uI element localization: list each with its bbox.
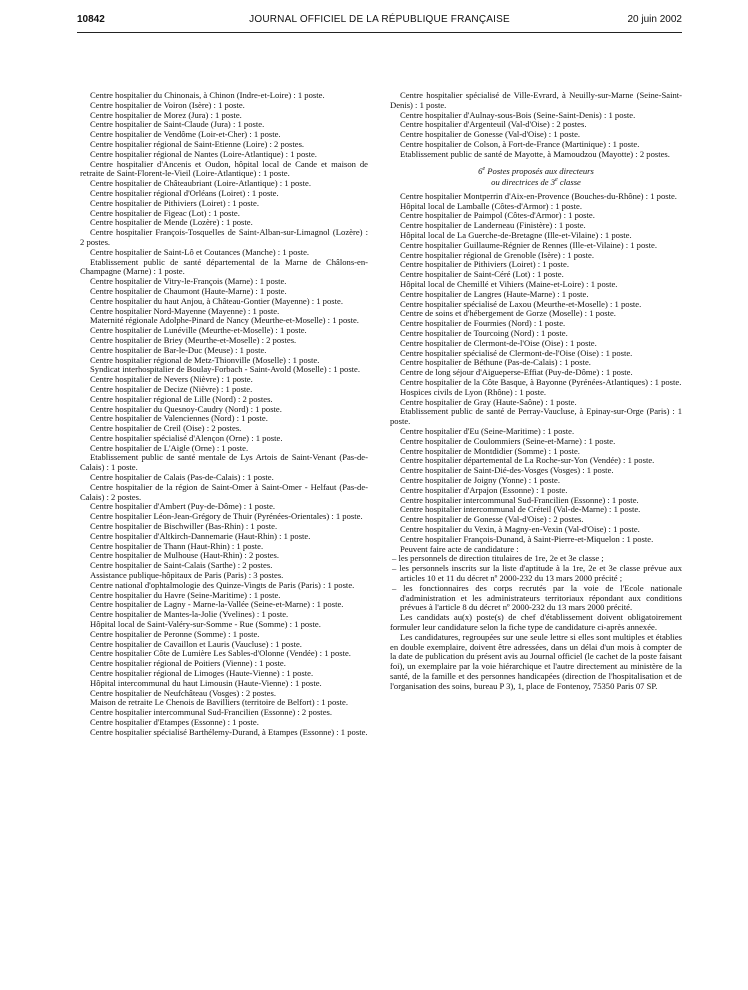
list-item: Centre hospitalier de la Côte Basque, à Bayonne (Pyrénées-Atlantiques) : 1 poste. [400, 377, 682, 388]
list-item: Centre hospitalier de Saint-Céré (Lot) : 1 poste. [400, 269, 564, 280]
list-item: Hôpital local de Chemillé et Vihiers (Maine-et-Loire) : 1 poste. [400, 279, 618, 290]
list-item: Centre hospitalier de Briey (Meurthe-et-Moselle) : 2 postes. [90, 334, 297, 345]
list-item: Centre hospitalier du Chinonais, à Chinon (Indre-et-Loire) : 1 poste. [90, 90, 325, 100]
section-heading-line2: ou directrices de 3 [491, 177, 556, 188]
list-item: Centre hospitalier de Clermont-de-l'Oise (Oise) : 1 poste. [400, 337, 597, 348]
list-item: Centre hospitalier du Vexin, à Magny-en-Vexin (Val-d'Oise) : 1 poste. [400, 523, 640, 534]
section-heading [390, 165, 682, 188]
list-item: Centre hospitalier régional de Poitiers (Vienne) : 1 poste. [90, 658, 286, 669]
list-item: Centre hospitalier régional d'Orléans (Loiret) : 1 poste. [90, 187, 279, 198]
right-column-top-entries [390, 91, 682, 160]
list-item: Centre hospitalier du Quesnoy-Caudry (Nord) : 1 poste. [90, 403, 282, 414]
section-heading-line2-sup: e [555, 177, 558, 184]
list-item: Centre hospitalier de Saint-Claude (Jura) : 1 poste. [90, 119, 265, 130]
section-heading-line1: Postes proposés aux directeurs [485, 165, 594, 176]
list-item: Centre hospitalier spécialisé de Laxou (Meurthe-et-Moselle) : 1 poste. [400, 298, 642, 309]
list-item: Centre hospitalier de Lunéville (Meurthe-et-Moselle) : 1 poste. [90, 325, 307, 336]
list-item: Centre hospitalier départemental de La Roche-sur-Yon (Vendée) : 1 poste. [400, 455, 655, 466]
list-item: Hôpital local de Saint-Valéry-sur-Somme - Rue (Somme) : 1 poste. [90, 619, 321, 630]
list-item: Centre hospitalier Nord-Mayenne (Mayenne) : 1 poste. [90, 305, 280, 316]
candidature-intro: Peuvent faire acte de candidature : [400, 543, 519, 554]
section-number: 6 [478, 165, 483, 176]
list-item: Centre hospitalier de Thann (Haut-Rhin) : 1 poste. [90, 540, 264, 551]
list-item: Centre hospitalier régional de Limoges (Haute-Vienne) : 1 poste. [90, 668, 314, 679]
list-item: Centre hospitalier de Mantes-la-Jolie (Yvelines) : 1 poste. [90, 609, 289, 620]
header-rule [77, 32, 682, 33]
list-item: Centre hospitalier spécialisé de Ville-Evrard, à Neuilly-sur-Marne (Seine-Saint-Denis) : 1 poste. [390, 90, 682, 110]
list-item: Centre hospitalier de Peronne (Somme) : 1 poste. [90, 628, 260, 639]
list-item: Centre hospitalier d'Ancenis et Oudon, hôpital local de Cande et maison de retraite de Saint-Florent-le-Vieil (Loire-Atlantique) : 1 poste. [80, 158, 368, 179]
list-item: Centre hospitalier François-Dunand, à Saint-Pierre-et-Miquelon : 1 poste. [400, 533, 654, 544]
list-item: Centre hospitalier de Vitry-le-François (Marne) : 1 poste. [90, 276, 287, 287]
list-item: Centre hospitalier du Havre (Seine-Maritime) : 1 poste. [90, 589, 281, 600]
list-item: Centre hospitalier d'Altkirch-Dannemarie (Haut-Rhin) : 1 poste. [90, 530, 311, 541]
journal-title: JOURNAL OFFICIEL DE LA RÉPUBLIQUE FRANÇAISE [249, 14, 510, 25]
list-item: Centre hospitalier de Saint-Calais (Sarthe) : 2 postes. [90, 560, 273, 571]
candidature-item: – les fonctionnaires des corps recrutés par la voie de l'Ecole nationale d'administration et les administrateurs territoriaux répondant aux conditions prévues à l'article 8 du décret nº 2000-232 du 13 mars 2000 précité. [390, 584, 682, 613]
candidature-item: – les personnels de direction titulaires de 1re, 2e et 3e classe ; [390, 554, 682, 564]
list-item: Centre hospitalier de Lagny - Marne-la-Vallée (Seine-et-Marne) : 1 poste. [90, 599, 344, 610]
list-item: Centre hospitalier de Langres (Haute-Marne) : 1 poste. [400, 288, 589, 299]
list-item: Etablissement public de santé de Perray-Vaucluse, à Epinay-sur-Orge (Paris) : 1 poste. [390, 406, 682, 427]
list-item: Centre hospitalier de Voiron (Isère) : 1 poste. [90, 99, 245, 110]
list-item: Centre hospitalier spécialisé Barthélemy-Durand, à Etampes (Essonne) : 1 poste. [90, 726, 368, 737]
list-item: Centre hospitalier Léon-Jean-Grégory de Thuir (Pyrénées-Orientales) : 1 poste. [90, 511, 363, 522]
list-item: Centre hospitalier de Pithiviers (Loiret) : 1 poste. [400, 259, 569, 270]
list-item: Centre hospitalier de la région de Saint-Omer à Saint-Omer - Helfaut (Pas-de-Calais) : 2 postes. [80, 481, 368, 502]
list-item: Centre hospitalier de Bar-le-Duc (Meuse) : 1 poste. [90, 344, 267, 355]
paragraph-candidates: Les candidats au(x) poste(s) de chef d'établissement doivent obligatoirement formuler leur candidature selon la fiche type de candidature ci-après annexée. [390, 612, 682, 632]
list-item: Centre national d'ophtalmologie des Quinze-Vingts de Paris (Paris) : 1 poste. [90, 579, 355, 590]
list-item: Maternité régionale Adolphe-Pinard de Nancy (Meurthe-et-Moselle) : 1 poste. [90, 315, 359, 326]
list-item: Centre hospitalier régional de Saint-Etienne (Loire) : 2 postes. [90, 138, 305, 149]
list-item: Centre hospitalier régional de Metz-Thionville (Moselle) : 1 poste. [90, 354, 320, 365]
list-item: Centre hospitalier d'Ambert (Puy-de-Dôme) : 1 poste. [90, 501, 276, 512]
list-item: Etablissement public de santé de Mayotte, à Mamoudzou (Mayotte) : 2 postes. [400, 148, 670, 159]
list-item: Centre hospitalier de Montdidier (Somme) : 1 poste. [400, 445, 580, 456]
list-item: Centre hospitalier de Gonesse (Val-d'Oise) : 1 poste. [400, 129, 581, 140]
list-item: Centre hospitalier de Béthune (Pas-de-Calais) : 1 poste. [400, 357, 591, 368]
list-item: Centre hospitalier intercommunal de Créteil (Val-de-Marne) : 1 poste. [400, 504, 641, 515]
list-item: Centre hospitalier de Neufchâteau (Vosges) : 2 postes. [90, 687, 276, 698]
list-item: Centre hospitalier intercommunal Sud-Francilien (Essonne) : 1 poste. [400, 494, 639, 505]
list-item: Centre hospitalier de Pithiviers (Loiret) : 1 poste. [90, 197, 259, 208]
list-item: Centre hospitalier de Calais (Pas-de-Calais) : 1 poste. [90, 472, 274, 483]
section-number-sup: e [482, 165, 486, 172]
list-item: Centre hospitalier d'Etampes (Essonne) : 1 poste. [90, 717, 259, 727]
list-item: Centre hospitalier de Mulhouse (Haut-Rhin) : 2 postes. [90, 550, 280, 561]
list-item: Centre hospitalier François-Tosquelles de Saint-Alban-sur-Limagnol (Lozère) : 2 postes. [80, 227, 368, 247]
list-item: Centre hospitalier d'Argenteuil (Val-d'Oise) : 2 postes. [400, 119, 587, 130]
right-column-entries [390, 192, 682, 545]
right-column [390, 91, 682, 692]
candidature-list [390, 554, 682, 613]
list-item: Etablissement public de santé mentale de Lys Artois de Saint-Venant (Pas-de-Calais) : 1 poste. [80, 452, 368, 473]
list-item: Centre hospitalier de Chaumont (Haute-Marne) : 1 poste. [90, 285, 287, 296]
list-item: Hôpital local de La Guerche-de-Bretagne (Ille-et-Vilaine) : 1 poste. [400, 230, 632, 241]
page-number: 10842 [77, 14, 105, 25]
list-item: Centre hospitalier de Saint-Lô et Coutances (Manche) : 1 poste. [90, 246, 310, 257]
list-item: Centre hospitalier de Joigny (Yonne) : 1 poste. [400, 475, 560, 485]
section-heading-line2-end: classe [557, 177, 581, 188]
list-item: Centre hospitalier Guillaume-Régnier de Rennes (Ille-et-Vilaine) : 1 poste. [400, 239, 657, 250]
list-item: Centre hospitalier de Nevers (Nièvre) : 1 poste. [90, 374, 253, 385]
list-item: Centre hospitalier de Gonesse (Val-d'Oise) : 2 postes. [400, 514, 584, 525]
list-item: Centre hospitalier de Paimpol (Côtes-d'Armor) : 1 poste. [400, 210, 595, 221]
list-item: Centre hospitalier d'Arpajon (Essonne) : 1 poste. [400, 484, 568, 495]
list-item: Centre hospitalier spécialisé de Clermont-de-l'Oise (Oise) : 1 poste. [400, 347, 633, 358]
list-item: Centre hospitalier de Landerneau (Finistère) : 1 poste. [400, 220, 586, 231]
list-item: Centre hospitalier de Vendôme (Loir-et-Cher) : 1 poste. [90, 129, 281, 140]
list-item: Assistance publique-hôpitaux de Paris (Paris) : 3 postes. [90, 570, 284, 581]
list-item: Centre hospitalier de Morez (Jura) : 1 poste. [90, 109, 242, 120]
list-item: Etablissement public de santé départemental de la Marne de Châlons-en-Champagne (Marne) : 1 poste. [80, 256, 368, 277]
list-item: Hôpital local de Lamballe (Côtes-d'Armor) : 1 poste. [400, 200, 582, 211]
list-item: Centre hospitalier de Mende (Lozère) : 1 poste. [90, 217, 253, 228]
list-item: Centre hospitalier de Fourmies (Nord) : 1 poste. [400, 318, 566, 329]
list-item: Centre hospitalier de Coulommiers (Seine-et-Marne) : 1 poste. [400, 435, 616, 446]
list-item: Centre hospitalier de Valenciennes (Nord) : 1 poste. [90, 413, 268, 424]
list-item: Syndicat interhospitalier de Boulay-Forbach - Saint-Avold (Moselle) : 1 poste. [90, 364, 361, 375]
list-item: Centre hospitalier du haut Anjou, à Château-Gontier (Mayenne) : 1 poste. [90, 295, 343, 306]
list-item: Centre hospitalier spécialisé d'Alençon (Orne) : 1 poste. [90, 432, 283, 443]
page-header [77, 14, 682, 30]
list-item: Centre hospitalier de Decize (Nièvre) : 1 poste. [90, 383, 253, 394]
list-item: Centre hospitalier de Cavaillon et Lauris (Vaucluse) : 1 poste. [90, 638, 302, 649]
list-item: Centre hospitalier de Châteaubriant (Loire-Atlantique) : 1 poste. [90, 178, 311, 189]
list-item: Hôpital intercommunal du haut Limousin (Haute-Vienne) : 1 poste. [90, 677, 322, 688]
list-item: Centre hospitalier d'Eu (Seine-Maritime) : 1 poste. [400, 426, 575, 437]
list-item: Centre hospitalier Côte de Lumière Les Sables-d'Olonne (Vendée) : 1 poste. [90, 648, 351, 659]
paragraph-submission: Les candidatures, regroupées sur une seule lettre si elles sont multiples et établies en double exemplaire, doivent être adressées, dans un délai d'un mois à compter de la date de publication du présent avis au Journal officiel (le cachet de la poste faisant foi), un exemplaire par la voie hiérarchique et l'autre directement au ministère de la santé, de la famille et des personnes handicapées (direction de l'hospitalisation et de l'organisation des soins, bureau P 3), 1, place de Fontenoy, 75350 Paris 07 SP. [390, 631, 682, 691]
list-item: Centre hospitalier de Saint-Dié-des-Vosges (Vosges) : 1 poste. [400, 465, 614, 476]
left-column [80, 91, 368, 738]
list-item: Centre hospitalier de Gray (Haute-Saône) : 1 poste. [400, 396, 577, 407]
publication-date: 20 juin 2002 [627, 14, 682, 25]
list-item: Centre de long séjour d'Aigueperse-Effiat (Puy-de-Dôme) : 1 poste. [400, 367, 633, 378]
list-item: Centre hospitalier Montperrin d'Aix-en-Provence (Bouches-du-Rhône) : 1 poste. [400, 190, 677, 201]
list-item: Centre hospitalier de Tourcoing (Nord) : 1 poste. [400, 328, 568, 339]
list-item: Centre hospitalier régional de Grenoble (Isère) : 1 poste. [400, 249, 595, 260]
list-item: Centre hospitalier de Colson, à Fort-de-France (Martinique) : 1 poste. [400, 138, 640, 149]
list-item: Centre hospitalier de L'Aigle (Orne) : 1 poste. [90, 442, 249, 453]
list-item: Hospices civils de Lyon (Rhône) : 1 poste. [400, 386, 547, 397]
list-item: Maison de retraite Le Chenois de Bavilliers (territoire de Belfort) : 1 poste. [90, 697, 348, 708]
list-item: Centre de soins et d'hébergement de Gorze (Moselle) : 1 poste. [400, 308, 616, 319]
candidature-item: – les personnels inscrits sur la liste d'aptitude à la 1re, 2e et 3e classe prévue aux articles 10 et 11 du décret nº 2000-232 du 13 mars 2000 précité ; [390, 564, 682, 584]
list-item: Centre hospitalier de Creil (Oise) : 2 postes. [90, 423, 242, 434]
list-item: Centre hospitalier régional de Lille (Nord) : 2 postes. [90, 393, 273, 404]
list-item: Centre hospitalier de Figeac (Lot) : 1 poste. [90, 207, 240, 218]
list-item: Centre hospitalier régional de Nantes (Loire-Atlantique) : 1 poste. [90, 148, 317, 159]
list-item: Centre hospitalier d'Aulnay-sous-Bois (Seine-Saint-Denis) : 1 poste. [400, 109, 636, 120]
list-item: Centre hospitalier intercommunal Sud-Francilien (Essonne) : 2 postes. [90, 707, 333, 718]
list-item: Centre hospitalier de Bischwiller (Bas-Rhin) : 1 poste. [90, 521, 278, 532]
